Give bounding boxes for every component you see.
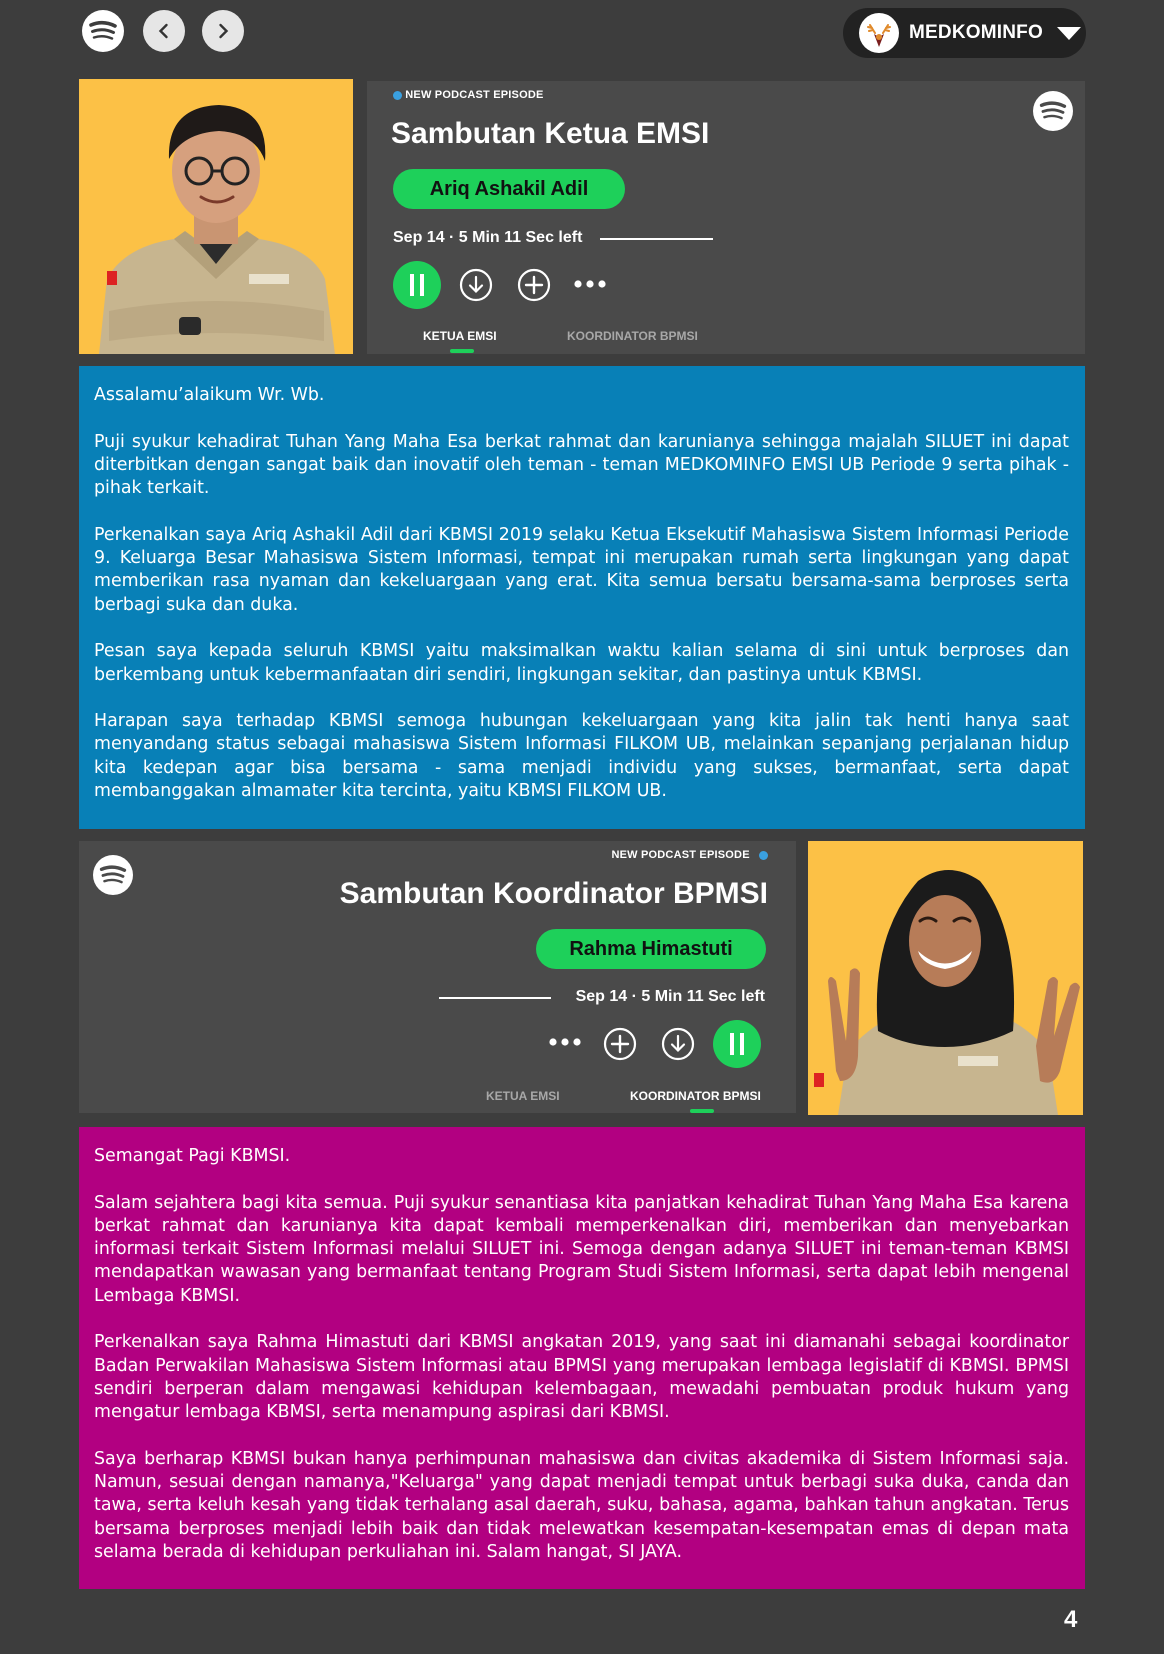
user-menu[interactable] [843,8,1086,58]
more-dots-icon [548,1035,582,1049]
paragraph: Harapan saya terhadap KBMSI semoga hubungan kekeluargaan yang kita jalin tak henti hanya saat menyandang status sebagai mahasiswa Sistem Informasi FILKOM UB, melainkan sepanjang perjalanan hidup kita kedepan agar bisa bersama - sama menjadi individu yang sukses, bermanfaat, serta dapat membanggakan almamater kita tercinta, yaitu KBMSI FILKOM UB. [94,711,1069,802]
deer-logo-icon [863,17,895,49]
episode-title: Sambutan Koordinator BPMSI [339,877,768,910]
paragraph: Saya berharap KBMSI bukan hanya perhimpunan mahasiswa dan civitas akademika di Sistem Informasi saja. Namun, sesuai dengan namanya,"Keluarga" yang dapat menjadi tempat untuk berbagi suka duka, canda dan tawa, serta keluh kesah yang tidak terhalang asal daerah, suku, bahasa, agama, bahkan tahun angkatan. Terus bersama berproses menjadi lebih baik dan tidak melewatkan kesempatan-kesempatan emas di depan mata selama berada di kehidupan perkuliahan ini. Salam hangat, SI JAYA. [94,1448,1069,1563]
download-button[interactable] [459,268,493,302]
more-dots-icon [573,277,607,291]
download-icon [661,1027,695,1061]
add-button[interactable] [603,1027,637,1061]
tab-ketua-emsi[interactable]: KETUA EMSI [423,329,497,343]
back-button[interactable] [143,10,185,52]
spotify-icon[interactable] [1033,91,1073,136]
koordinator-photo [808,841,1083,1115]
spotify-icon[interactable] [82,10,124,56]
chevron-left-icon [155,22,173,40]
episode-title: Sambutan Ketua EMSI [391,117,710,150]
add-button[interactable] [517,268,551,302]
pause-button[interactable] [713,1020,761,1068]
plus-circle-icon [517,268,551,302]
paragraph: Puji syukur kehadirat Tuhan Yang Maha Esa berkat rahmat dan karunianya sehingga majalah SILUET ini dapat diterbitkan dengan sangat baik dan inovatif oleh teman - teman MEDKOMINFO EMSI UB Periode 9 serta pihak - pihak terkait. [94,431,1069,499]
chevron-right-icon [214,22,232,40]
download-icon [459,268,493,302]
ketua-photo [79,79,353,354]
more-options-button[interactable] [548,1035,582,1049]
paragraph: Perkenalkan saya Ariq Ashakil Adil dari KBMSI 2019 selaku Ketua Eksekutif Mahasiswa Sistem Informasi Periode 9. Keluarga Besar Mahasiswa Sistem Informasi, tempat ini merupakan rumah serta lingkungan yang dapat memberikan rasa nyaman dan kekeluargaan yang erat. Kita semua bersatu bersama-sama berproses serta berbagi suka dan duka. [94,524,1069,615]
tab-ketua-emsi[interactable]: KETUA EMSI [486,1089,560,1103]
tab-active-indicator [690,1109,714,1113]
user-name: MEDKOMINFO [909,22,1043,43]
paragraph: Assalamu’alaikum Wr. Wb. [94,385,325,405]
episode-meta: Sep 14 · 5 Min 11 Sec left [393,229,583,246]
koordinator-message [79,1127,1085,1589]
spotify-icon[interactable] [93,855,133,900]
paragraph: Semangat Pagi KBMSI. [94,1146,291,1166]
tab-koordinator-bpmsi[interactable]: KOORDINATOR BPMSI [567,329,698,343]
new-episode-label: NEW PODCAST EPISODE [611,849,750,861]
progress-line [439,997,551,999]
page-number: 4 [1064,1606,1078,1633]
plus-circle-icon [603,1027,637,1061]
speaker-name-button[interactable]: Rahma Himastuti [536,929,766,969]
pause-button[interactable] [393,261,441,309]
ketua-message [79,366,1085,829]
new-episode-badge [393,89,544,101]
new-episode-label: NEW PODCAST EPISODE [405,89,544,101]
download-button[interactable] [661,1027,695,1061]
caret-down-icon[interactable] [1057,27,1081,40]
tab-koordinator-bpmsi[interactable]: KOORDINATOR BPMSI [630,1089,761,1103]
paragraph: Salam sejahtera bagi kita semua. Puji syukur senantiasa kita panjatkan kehadirat Tuhan Yang Maha Esa karena berkat rahmat dan karunianya kita dapat kembali memperkenalkan diri, memberikan dan menyebarkan informasi terkait Sistem Informasi melalui SILUET ini. Semoga dengan adanya SILUET ini teman-teman KBMSI mendapatkan wawasan yang bermanfaat tentang Program Studi Sistem Informasi, serta dapat lebih mengenal Lembaga KBMSI. [94,1192,1069,1306]
new-episode-badge [611,849,768,861]
paragraph: Pesan saya kepada seluruh KBMSI yaitu maksimalkan waktu kalian selama di sini untuk berproses dan berkembang untuk kebermanfaatan diri sendiri, lingkungan sekitar, dan pastinya untuk KBMSI. [94,641,1069,685]
podcast-player-ketua [367,81,1085,354]
podcast-player-koordinator [79,841,796,1113]
status-dot [393,91,402,100]
avatar [859,13,899,53]
progress-line [600,238,713,240]
more-options-button[interactable] [573,277,607,291]
episode-meta: Sep 14 · 5 Min 11 Sec left [575,988,765,1005]
status-dot [759,851,768,860]
tab-active-indicator [450,349,474,353]
speaker-name-button[interactable]: Ariq Ashakil Adil [393,169,625,209]
paragraph: Perkenalkan saya Rahma Himastuti dari KBMSI angkatan 2019, yang saat ini diamanahi sebagai koordinator Badan Perwakilan Mahasiswa Sistem Informasi atau BPMSI yang merupakan lembaga legislatif di KBMSI. BPMSI sendiri berperan dalam mengawasi kehidupan kelembagaan, mewadahi pembuatan produk hukum yang mengatur lembaga KBMSI, serta menampung aspirasi dari KBMSI. [94,1332,1069,1423]
forward-button[interactable] [202,10,244,52]
